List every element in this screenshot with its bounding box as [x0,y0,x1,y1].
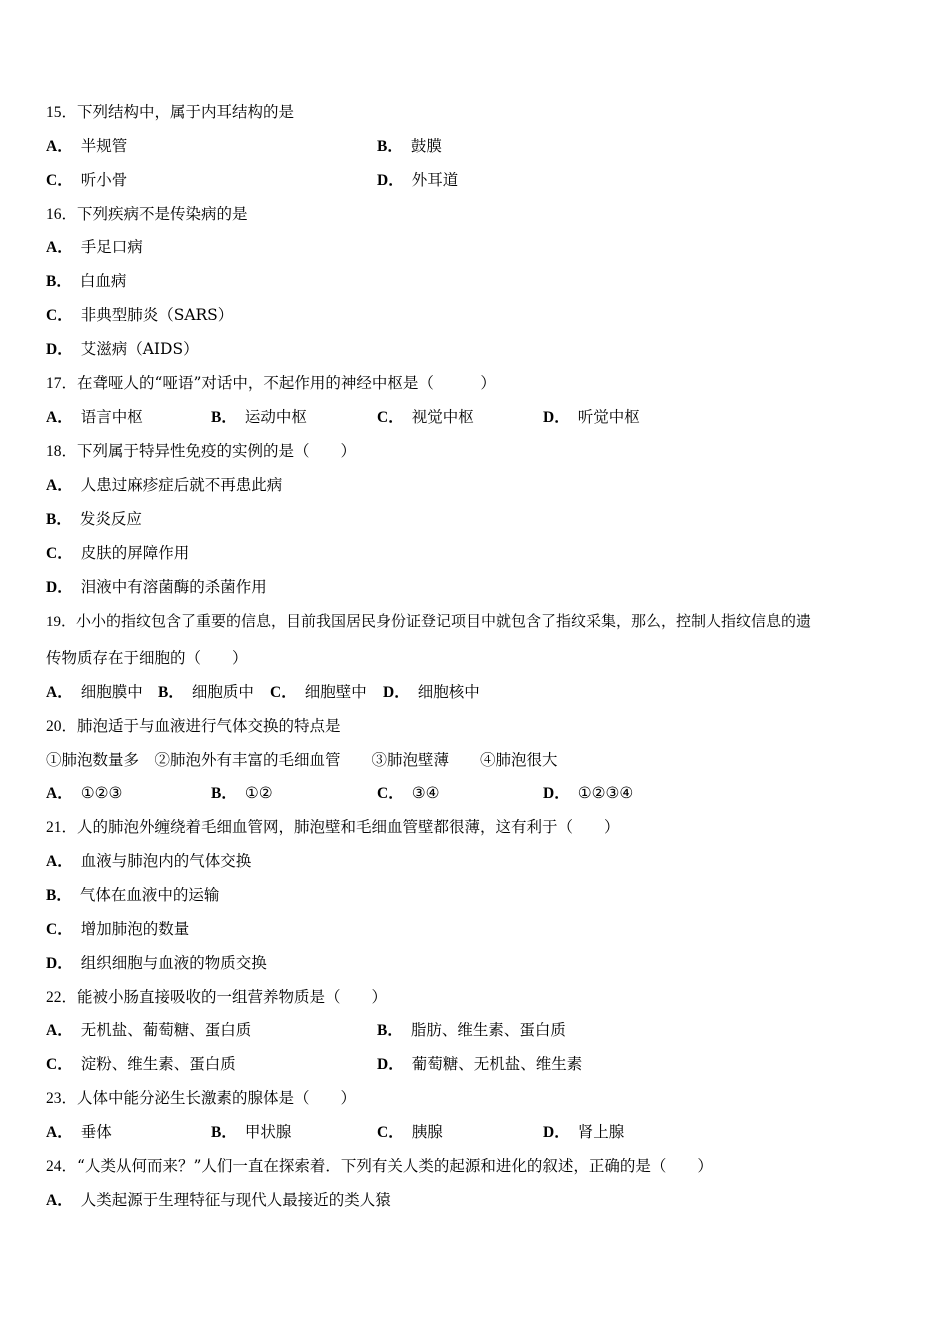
option-17-c [377,407,474,428]
text: 垂体 [80,1123,112,1141]
option-23-a [46,1122,112,1143]
option-label: D． [543,1124,570,1141]
option-label: C． [46,1056,73,1073]
text: 15． [46,104,78,121]
text: 气体在血液中的运输 [79,886,220,904]
option-19-c [270,682,367,703]
text: 21． [46,819,78,836]
text: 17． [46,375,78,392]
option-18-c [46,543,189,564]
text: 18． [46,443,78,460]
text: 葡萄糖、无机盐、维生素 [411,1055,583,1073]
option-23-c [377,1122,443,1143]
option-19-d [383,682,480,703]
text: 血液与肺泡内的气体交换 [80,852,252,870]
option-20-b [211,783,273,804]
text: 鼓膜 [410,137,442,155]
option-19-a [46,682,143,703]
option-label: C． [46,545,73,562]
question-19 [46,611,811,632]
option-label: D． [377,172,404,189]
question-23 [46,1088,356,1109]
question-24 [46,1156,713,1177]
option-label: A． [46,853,73,870]
option-label: C． [46,307,73,324]
question-21 [46,817,620,838]
option-label: C． [46,921,73,938]
text: 小小的指纹包含了重要的信息，目前我国居民身份证登记项目中就包含了指纹采集，那么，控制人指纹信息的遗 [76,612,812,630]
text: 22． [46,989,78,1006]
text: 人的肺泡外缠绕着毛细血管网，肺泡壁和毛细血管壁都很薄，这有利于（ ） [77,818,620,836]
option-16-c [46,305,233,326]
option-21-c [46,919,189,940]
option-19-b [158,682,254,703]
text: 艾滋病（AIDS） [80,340,199,358]
option-15-a [46,136,127,157]
option-16-d [46,339,199,360]
text: 白血病 [79,272,127,290]
option-17-d [543,407,640,428]
option-label: A． [46,785,73,802]
text: ①② [244,784,273,802]
text: 运动中枢 [244,408,307,426]
option-20-a [46,783,122,804]
option-17-a [46,407,143,428]
text: 无机盐、葡萄糖、蛋白质 [80,1021,252,1039]
option-label: B． [377,1022,403,1039]
option-label: B． [211,785,237,802]
text: ①②③④ [577,784,634,802]
option-label: C． [270,684,297,701]
option-label: D． [46,579,73,596]
option-label: A． [46,477,73,494]
option-label: B． [377,138,403,155]
option-label: D． [543,785,570,802]
text: 人患过麻疹症后就不再患此病 [80,476,283,494]
option-22-d [377,1054,582,1075]
option-label: A． [46,1192,73,1209]
option-label: B． [211,1124,237,1141]
text: 半规管 [80,137,128,155]
option-21-b [46,885,219,906]
text: 脂肪、维生素、蛋白质 [410,1021,566,1039]
option-label: D． [377,1056,404,1073]
option-16-a [46,237,143,258]
text: 外耳道 [411,171,459,189]
option-17-b [211,407,307,428]
option-18-b [46,509,142,530]
option-label: B． [158,684,184,701]
option-label: A． [46,684,73,701]
option-label: D． [46,341,73,358]
text: 下列结构中，属于内耳结构的是 [77,103,295,121]
question-22 [46,987,387,1008]
text: 20． [46,718,78,735]
option-label: A． [46,239,73,256]
question-16 [46,204,248,225]
text: 淀粉、维生素、蛋白质 [80,1055,236,1073]
option-label: C． [377,785,404,802]
option-23-b [211,1122,291,1143]
text: 能被小肠直接吸收的一组营养物质是（ ） [77,988,388,1006]
question-18 [46,441,356,462]
text: 非典型肺炎（SARS） [80,306,234,324]
option-18-a [46,475,282,496]
option-label: A． [46,1022,73,1039]
option-label: D． [543,409,570,426]
option-15-d [377,170,458,191]
text: 16． [46,206,78,223]
text: 组织细胞与血液的物质交换 [80,954,267,972]
text: 胰腺 [411,1123,443,1141]
option-22-a [46,1020,251,1041]
option-label: C． [46,172,73,189]
option-24-a [46,1190,391,1211]
text: 24． [46,1158,78,1175]
option-20-c [377,783,440,804]
text: 人体中能分泌生长激素的腺体是（ ） [77,1089,357,1107]
option-label: B． [46,887,72,904]
text: 细胞膜中 [80,683,143,701]
text: ①②③ [80,784,123,802]
option-label: C． [377,1124,404,1141]
text: ③④ [411,784,440,802]
option-label: B． [46,273,72,290]
text: 19． [46,614,77,630]
text: “人类从何而来？”人们一直在探索着．下列有关人类的起源和进化的叙述，正确的是（ ） [77,1157,713,1175]
option-15-b [377,136,442,157]
option-15-c [46,170,127,191]
text: ①肺泡数量多 ②肺泡外有丰富的毛细血管 ③肺泡壁薄 ④肺泡很大 [46,751,558,769]
text: 听觉中枢 [577,408,640,426]
option-label: D． [46,955,73,972]
option-label: A． [46,409,73,426]
option-22-b [377,1020,566,1041]
text: 甲状腺 [244,1123,292,1141]
text: 细胞质中 [191,683,254,701]
option-label: B． [46,511,72,528]
text: 肾上腺 [577,1123,625,1141]
option-21-a [46,851,251,872]
text: 在聋哑人的“哑语”对话中，不起作用的神经中枢是（ ） [77,374,496,392]
option-label: C． [377,409,404,426]
option-22-c [46,1054,236,1075]
text: 传物质存在于细胞的（ ） [46,649,248,667]
text: 细胞核中 [417,683,480,701]
question-17 [46,373,496,394]
option-16-b [46,271,126,292]
text: 细胞壁中 [304,683,367,701]
text: 手足口病 [80,238,143,256]
text: 增加肺泡的数量 [80,920,190,938]
text: 皮肤的屏障作用 [80,544,190,562]
option-label: D． [383,684,410,701]
question-15 [46,102,294,123]
text: 下列疾病不是传染病的是 [77,205,248,223]
text: 人类起源于生理特征与现代人最接近的类人猿 [80,1191,391,1209]
text: 泪液中有溶菌酶的杀菌作用 [80,578,267,596]
option-23-d [543,1122,624,1143]
text: 23． [46,1090,78,1107]
question-19-continued [46,648,248,668]
text: 视觉中枢 [411,408,474,426]
option-label: A． [46,1124,73,1141]
text: 肺泡适于与血液进行气体交换的特点是 [77,717,341,735]
question-20 [46,716,341,737]
option-label: B． [211,409,237,426]
question-20-items [46,750,558,770]
option-20-d [543,783,633,804]
text: 语言中枢 [80,408,143,426]
text: 发炎反应 [79,510,142,528]
option-label: A． [46,138,73,155]
option-18-d [46,577,267,598]
option-21-d [46,953,267,974]
text: 下列属于特异性免疫的实例的是（ ） [77,442,357,460]
text: 听小骨 [80,171,128,189]
